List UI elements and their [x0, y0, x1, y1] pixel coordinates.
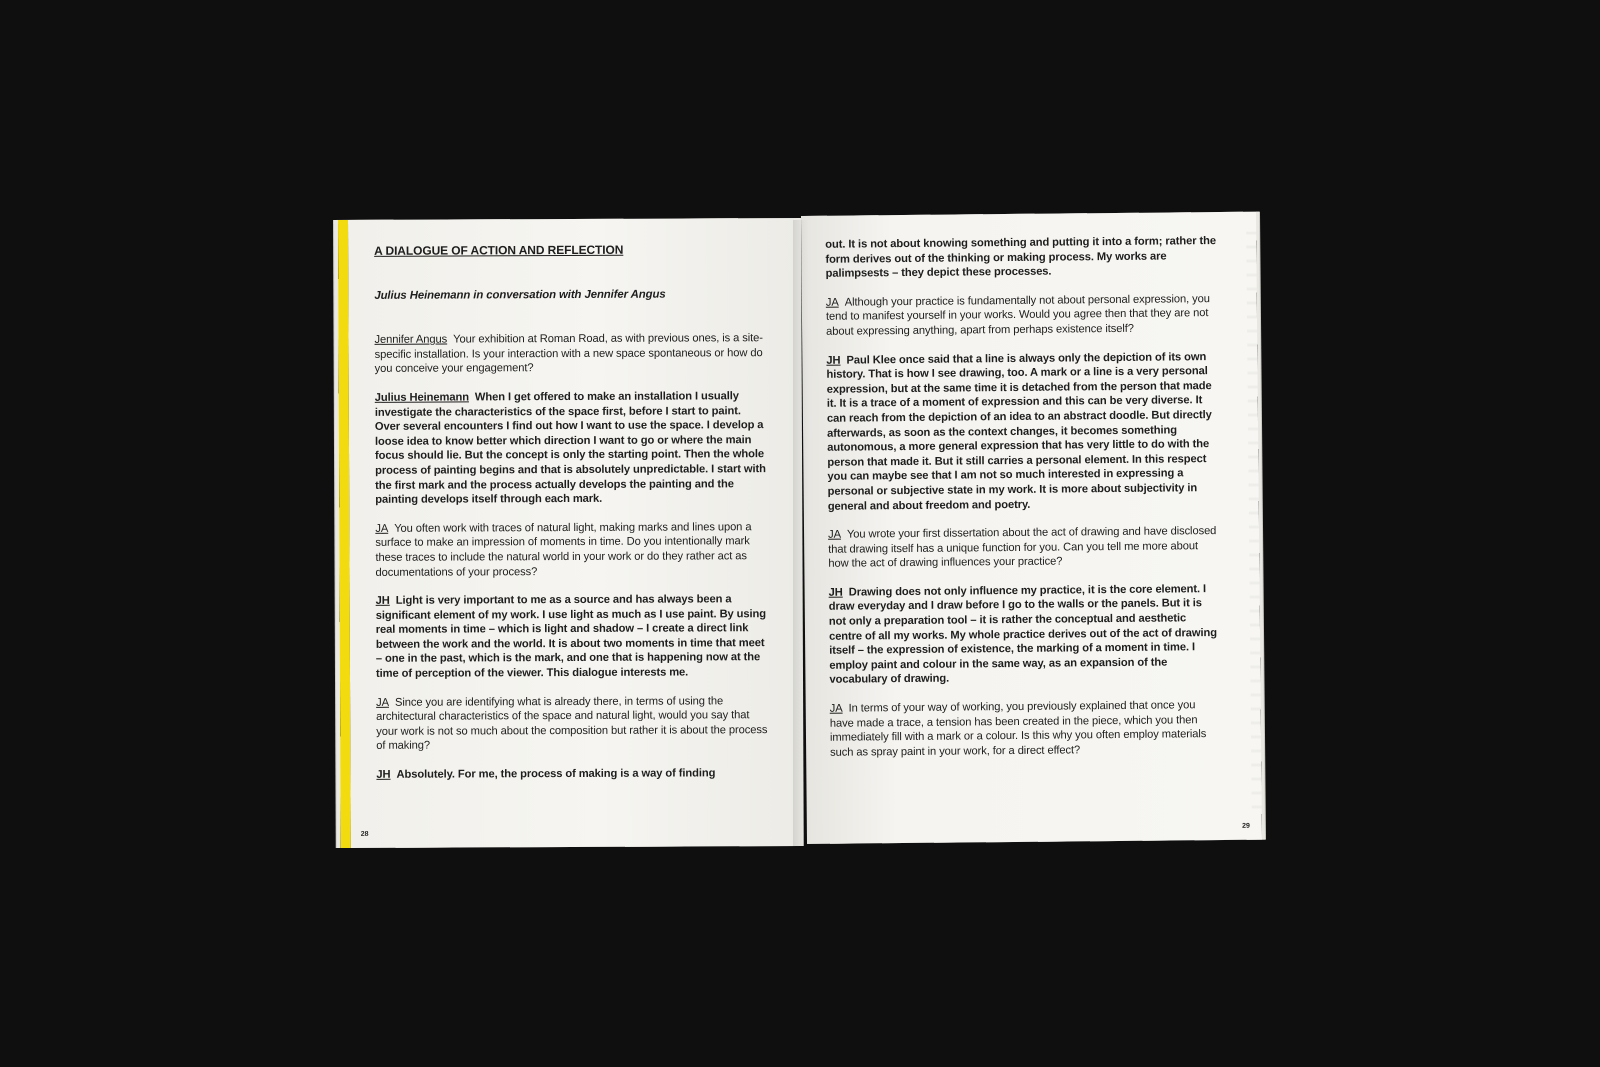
paragraph-text: Although your practice is fundamentally not about personal expression, you tend to manifest yourself in your works. Would you agree then that they are not about expressing anything, apart from perhaps existence itself? — [825, 292, 1210, 338]
article-title: A DIALOGUE OF ACTION AND REFLECTION — [374, 242, 624, 258]
speaker-label: JA — [829, 702, 843, 715]
right-page-content — [825, 234, 1222, 774]
book-gutter — [793, 220, 809, 848]
interview-paragraph — [828, 524, 1220, 572]
interview-paragraph — [376, 592, 768, 681]
open-booklet — [338, 220, 1256, 850]
speaker-label: JA — [375, 522, 389, 535]
paragraph-text: Paul Klee once said that a line is always only the depiction of its own history. That is how I see drawing, too. A mark or a line is a very personal expression, but at the same time it is detached from the person that made it. It is a trace of a moment of expression and this can be very diverse. It can reach from the depiction of an idea to an abstract doodle. But directly afterwards, as soon as the context changes, it becomes something autonomous, a more general expression that has very little to do with the person that made it. But it still carries a personal element. In this respect you can maybe see that I am not so much interested in expressing a personal or subjective state in my work. It is more about subjectivity in general and about freedom and poetry. — [826, 350, 1212, 513]
paragraph-text: Absolutely. For me, the process of making is a way of finding — [396, 767, 716, 781]
speaker-label: JH — [828, 586, 843, 599]
left-page — [338, 218, 804, 848]
interview-paragraph — [374, 331, 766, 376]
paragraph-text: out. It is not about knowing something and putting it into a form; rather the form derives out of the thinking or making process. My works are palimpsests – they depict these processes. — [825, 235, 1216, 280]
interview-paragraph — [826, 292, 1218, 340]
page-number-left: 28 — [360, 830, 369, 838]
paragraph-text: In terms of your way of working, you previously explained that once you have made a trace, a tension has been created in the piece, which you then immediately fill with a mark or a colour. Is this why you often employ materials such as spray paint in your work, for a direct effect? — [829, 699, 1207, 759]
interview-paragraph — [375, 389, 768, 507]
speaker-label: JA — [376, 696, 389, 709]
paragraph-text: Since you are identifying what is already there, in terms of using the architectural characteristics of the space and natural light, would you say that your work is not so much about the composition but rather it is about the process of making? — [376, 694, 768, 753]
paragraph-text: Your exhibition at Roman Road, as with previous ones, is a site-specific installation. Is your interaction with a new space spontaneous or how do you conceive your engagement? — [374, 332, 763, 376]
speaker-label: JH — [375, 594, 390, 607]
left-page-content — [374, 242, 768, 796]
interview-paragraph — [825, 234, 1217, 282]
interview-paragraph — [826, 350, 1220, 514]
show-through-text — [1246, 232, 1262, 812]
paragraph-text: You wrote your first dissertation about the act of drawing and have disclosed that drawing itself has a unique function for you. Can you tell me more about how the act of drawing influences your practice? — [828, 525, 1217, 571]
paragraph-text: Drawing does not only influence my practice, it is the core element. I draw everyday and I draw before I go to the walls or the panels. But it is not only a preparation tool – it is rather the conceptual and aesthetic centre of all my works. My whole practice derives out of the act of drawing itself – the expression of existence, the marking of a moment in time. I employ paint and colour in the same way, as an expansion of the vocabulary of drawing. — [828, 583, 1217, 687]
paragraph-text: When I get offered to make an installation I usually investigate the characteristics of the space first, before I start to paint. Over several encounters I find out how I want to use the space. I develop a loose idea to know better which direction I want to go or where the main focus should lie. But the concept is only the starting point. Then the whole process of painting begins and that is absolutely unpredictable. I start with the first mark and the process actually develops the painting and the painting develops itself through each mark. — [374, 390, 766, 506]
speaker-label: JA — [825, 296, 839, 309]
article-subtitle: Julius Heinemann in conversation with Jennifer Angus — [374, 288, 666, 302]
interview-paragraph — [376, 694, 768, 754]
page-number-right: 29 — [1242, 822, 1250, 830]
interview-paragraph — [376, 766, 768, 782]
speaker-label: JH — [826, 354, 841, 367]
interview-paragraph — [830, 698, 1223, 760]
speaker-label: JH — [376, 768, 391, 781]
interview-paragraph — [829, 582, 1222, 688]
paragraph-text: Light is very important to me as a source and has always been a significant element of my work. I use light as much as I use paint. By using real moments in time – which is light and shadow – I create a direct link between the work and the world. It is about two moments in time that meet – one in the past, which is the mark, and one that is happening now at the time of perception of the viewer. This dialogue interests me. — [375, 593, 767, 680]
interview-paragraph — [375, 520, 767, 580]
speaker-label: Julius Heinemann — [374, 391, 469, 404]
right-page — [801, 212, 1262, 844]
speaker-label: Jennifer Angus — [374, 333, 448, 347]
paragraph-text: You often work with traces of natural light, making marks and lines upon a surface to make an impression of moments in time. Do you intentionally mark these traces to include the natural world in your work or do they rather act as documentations of your process? — [375, 520, 752, 579]
speaker-label: JA — [828, 528, 841, 541]
